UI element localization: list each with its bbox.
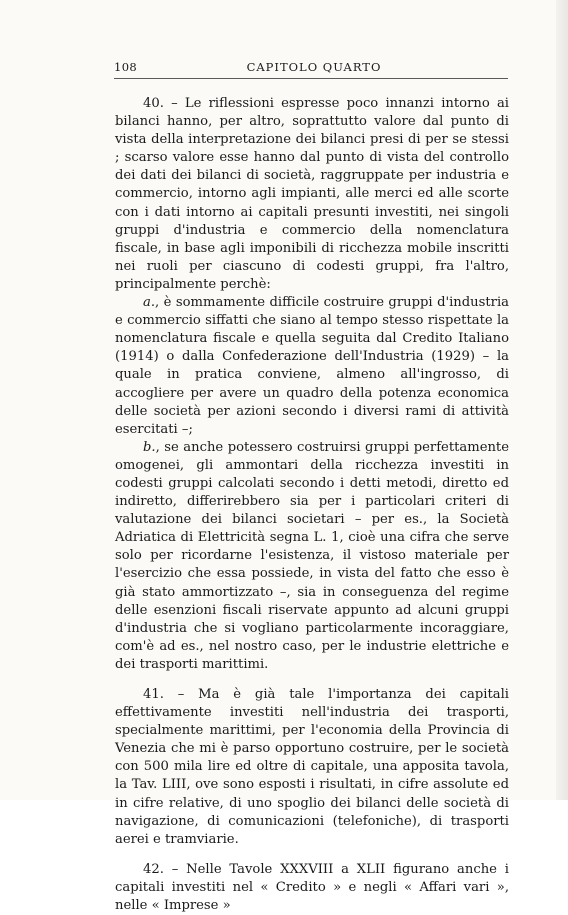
page-number: 108 bbox=[114, 60, 138, 74]
paragraph-40-point-b: b., se anche potessero costruirsi gruppi perfettamente omogenei, gli ammontari della ricchezza investiti in codesti gruppi calcolati secondo i detti metodi, diretto ed indiretto, differirebbero sia per i particolari criteri di valutazione dei bilanci societari – per es., la Società Adriatica di Elettricità segna L. 1, cioè una cifra che serve solo per ricordarne l'esistenza, il vistoso materiale per l'esercizio che essa possiede, in vista del fatto che esso è già stato ammortizzato –, sia in conseguenza del regime delle esenzioni fiscali riservate appunto ad alcuni gruppi d'industria che si vogliano particolarmente incoraggiare, com'è ad es., nel nostro caso, per le industrie elettriche e dei trasporti marittimi. bbox=[115, 439, 509, 672]
header-rule bbox=[114, 78, 508, 79]
list-marker-a: a. bbox=[143, 295, 156, 311]
paragraph-40: 40. – Le riflessioni espresse poco innanzi intorno ai bilanci hanno, per altro, soprattutto valore dal punto di vista della interpretazione dei bilanci presi di per se stessi ; scarso valore esse hanno dal punto di vista del controllo dei dati dei bilanci di società, raggruppate per industria e commercio, intorno agli impianti, alle merci ed alle scorte con i dati intorno ai capitali presunti investiti, nei singoli gruppi d'industria e commercio della nomenclatura fiscale, in base agli imponibili di ricchezza mobile inscritti nei ruoli per ciascuno di codesti gruppi, fra l'altro, principalmente perchè: bbox=[115, 96, 509, 292]
page-edge-shadow bbox=[556, 0, 568, 800]
body-text bbox=[115, 95, 509, 915]
list-marker-b: b. bbox=[143, 439, 156, 455]
running-header bbox=[114, 60, 508, 76]
paragraph-gap bbox=[115, 849, 509, 861]
paragraph-gap bbox=[115, 674, 509, 686]
chapter-title: CAPITOLO QUARTO bbox=[246, 60, 382, 74]
paragraph-42: 42. – Nelle Tavole XXXVIII a XLII figurano anche i capitali investiti nel « Credito » e negli « Affari vari », nelle « Imprese » bbox=[115, 861, 509, 914]
paragraph-41: 41. – Ma è già tale l'importanza dei capitali effettivamente investiti nell'industria dei trasporti, specialmente marittimi, per l'economia della Provincia di Venezia che mi è parso opportuno costruire, per le società con 500 mila lire ed oltre di capitale, una apposita tavola, la Tav. LIII, ove sono esposti i risultati, in cifre assolute ed in cifre relative, di uno spoglio dei bilanci delle società di navigazione, di comunicazioni (telefoniche), di trasporti aerei e tramviarie. bbox=[115, 687, 509, 847]
paragraph-40-point-a: a., è sommamente difficile costruire gruppi d'industria e commercio siffatti che siano al tempo stesso rispettate la nomenclatura fiscale e quella seguita dal Credito Italiano (1914) o dalla Confederazione dell'Industria (1929) – la quale in pratica conviene, almeno all'ingrosso, di accogliere per avere un quadro della potenza economica delle società per azioni secondo i diversi rami di attività esercitati –; bbox=[115, 295, 509, 437]
